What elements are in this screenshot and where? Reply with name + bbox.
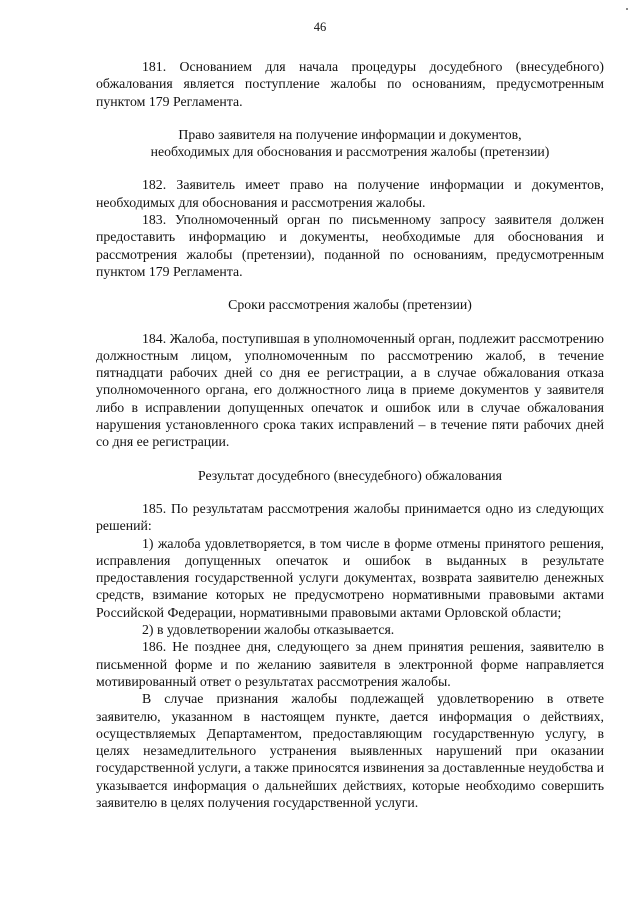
paragraph-181: 181. Основанием для начала процедуры досудебного (внесудебного) обжалования является поступление жалобы по основаниям, предусмотренным пунктом 179 Регламента. (96, 59, 604, 109)
heading-appeal-result (96, 467, 604, 484)
paragraph-186: 186. Не позднее дня, следующего за днем принятия решения, заявителю в письменной форме и по желанию заявителя в электронной форме направляется мотивированный ответ о результатах рассмотрения жалобы. (96, 639, 604, 689)
paragraph-182: 182. Заявитель имеет право на получение информации и документов, необходимых для обоснования и рассмотрения жалобы. (96, 177, 604, 210)
paragraph-185-item-2: 2) в удовлетворении жалобы отказывается. (142, 622, 395, 638)
document-body (96, 58, 604, 811)
heading-line: Сроки рассмотрения жалобы (претензии) (228, 297, 472, 313)
heading-line: необходимых для обоснования и рассмотрения жалобы (претензии) (150, 144, 550, 160)
page-number: 46 (313, 20, 327, 34)
scan-mark (626, 8, 628, 10)
paragraph-186-continuation: В случае признания жалобы подлежащей удовлетворению в ответе заявителю, указанном в настоящем пункте, дается информация о действиях, осуществляемых Департаментом, предоставляющим государственную услугу, в целях незамедлительного устранения выявленных нарушений при оказании государственной услуги, а также приносятся извинения за доставленные неудобства и указывается информация о дальнейших действиях, которые необходимо совершить заявителю в целях получения государственной услуги. (96, 691, 604, 810)
heading-line: Право заявителя на получение информации и документов, (178, 126, 522, 142)
heading-line: Результат досудебного (внесудебного) обжалования (197, 467, 502, 483)
paragraph-185-item-1: 1) жалоба удовлетворяется, в том числе в форме отмены принятого решения, исправления допущенных опечаток и ошибок в выданных в результате предоставления государственной услуги документах, возврата заявителю денежных средств, взимание которых не предусмотрено нормативными правовыми актами Российской Федерации, нормативными правовыми актами Орловской области; (96, 535, 604, 620)
heading-review-terms (96, 296, 604, 313)
paragraph-184: 184. Жалоба, поступившая в уполномоченный орган, подлежит рассмотрению должностным лицом, уполномоченным по рассмотрению жалоб, в течение пятнадцати рабочих дней со дня ее регистрации, а в случае обжалования отказа уполномоченного органа, его должностного лица в приеме документов у заявителя либо в исправлении допущенных опечаток и ошибок или в случае обжалования нарушения установленного срока таких исправлений – в течение пяти рабочих дней со дня ее регистрации. (96, 330, 604, 450)
paragraph-185: 185. По результатам рассмотрения жалобы принимается одно из следующих решений: (96, 500, 604, 534)
paragraph-183: 183. Уполномоченный орган по письменному запросу заявителя должен предоставить информацию и документы, необходимые для обоснования и рассмотрения жалобы (претензии), поданной по основаниям, предусмотренным пунктом 179 Регламента. (96, 212, 604, 279)
heading-right-to-information (96, 126, 604, 161)
